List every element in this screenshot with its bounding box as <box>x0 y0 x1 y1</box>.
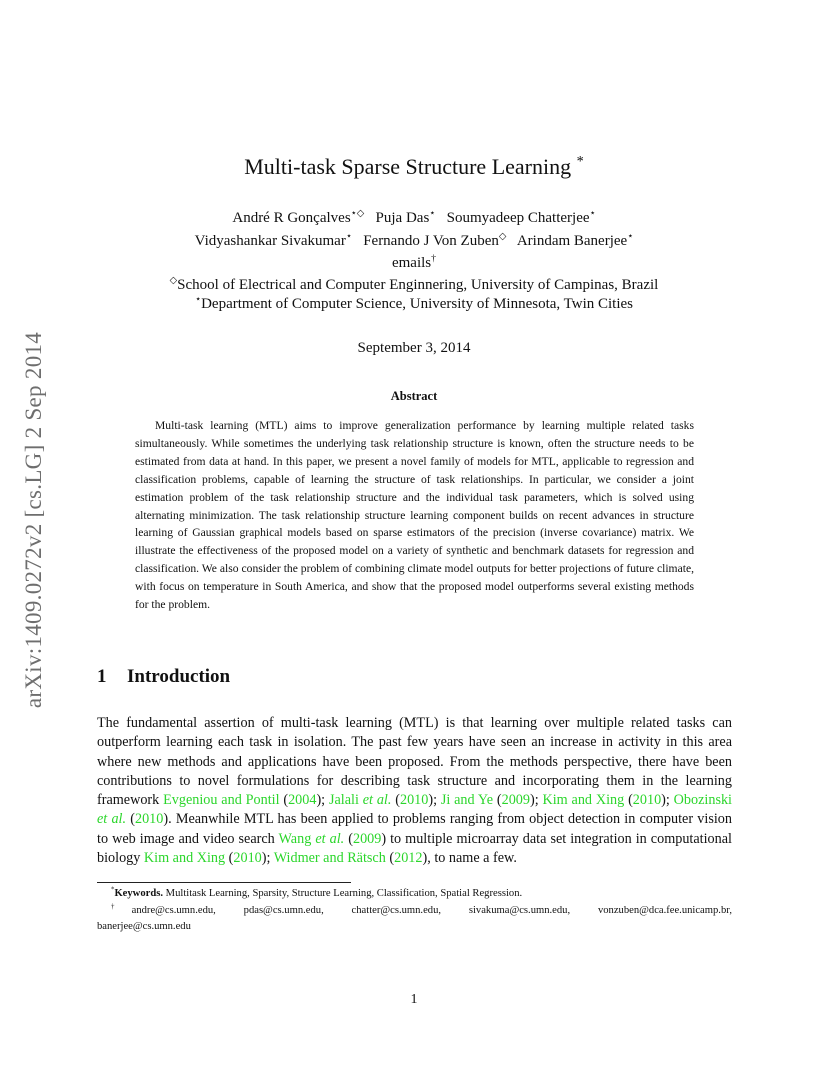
footnote-mark: † <box>111 902 132 910</box>
author-affil-mark: ⋆ <box>589 208 596 219</box>
citation-link[interactable]: Obozinski <box>673 792 732 809</box>
footnote-keywords <box>97 886 732 903</box>
introduction-paragraph: The fundamental assertion of multi-task learning (MTL) is that learning over multiple related tasks can outperform learning each task in isolation. The past few years have seen an increase in activity in this area where new methods and applications have been proposed. From the methods perspective, there have been contributions to novel formulations for describing task structure and incorporating them in the learning framework Evgeniou and Pontil (2004); Jalali et al. (2010); Ji and Ye (2009); Kim and Xing (2010); Obozinski et al. (2010). Meanwhile MTL has been applied to problems ranging from object detection in computer vision to web image and video search Wang et al. (2009) to multiple microarray data set integration in computational biology Kim and Xing (2010); Widmer and Rätsch (2012), to name a few. <box>97 715 732 867</box>
citation-etal-link[interactable]: et al. <box>97 811 127 828</box>
abstract-heading: Abstract <box>390 389 438 403</box>
author-affil-mark: ⋆◇ <box>350 208 365 219</box>
footnote-emails <box>97 903 732 936</box>
intro-text: , to name a few. <box>427 850 517 867</box>
citation-year-link[interactable]: 2010 <box>233 850 262 867</box>
author-name: Fernando J Von Zuben <box>363 233 499 249</box>
footnote-emails-text: andre@cs.umn.edu, pdas@cs.umn.edu, chatter@cs.umn.edu, sivakuma@cs.umn.edu, vonzuben@dca.fee.unicamp.br, banerjee@cs.umn.edu <box>97 904 732 932</box>
title-text: Multi-task Sparse Structure Learning <box>244 154 572 179</box>
citation-link[interactable]: Wang <box>278 830 312 847</box>
citation-year-link[interactable]: 2004 <box>288 792 317 809</box>
citation-link[interactable]: Kim and Xing <box>542 792 625 809</box>
citation-link[interactable]: Kim and Xing <box>143 850 226 867</box>
footnotes <box>97 886 732 936</box>
citation-year-link[interactable]: 2010 <box>632 792 662 809</box>
affiliation-text: Department of Computer Science, University of Minnesota, Twin Cities <box>201 296 634 312</box>
citation-link[interactable]: Jalali <box>328 792 359 809</box>
author-name: André R Gonçalves <box>232 210 351 226</box>
author-name: Arindam Banerjee <box>516 233 628 249</box>
author-line-2 <box>0 233 828 250</box>
citation-etal-link[interactable]: et al. <box>315 830 345 847</box>
affiliation-mark: ⋆ <box>194 294 202 305</box>
citation-link[interactable]: Evgeniou and Pontil <box>163 792 280 809</box>
citation-link[interactable]: Widmer and Rätsch <box>273 850 386 867</box>
affiliation-1 <box>0 277 828 294</box>
page-number: 1 <box>410 992 418 1007</box>
intro-text: The fundamental assertion of multi-task learning (MTL) is that learning over multiple related tasks can outperform learning each task in isolation. The past few years have seen an increase in activity in this area where new methods and applications have been proposed. From the methods perspective, there have been contributions to novel formulations for describing task structure and incorporating them in the learning framework <box>97 715 732 809</box>
abstract-body: Multi-task learning (MTL) aims to improve generalization performance by learning multiple related tasks simultaneously. While sometimes the underlying task relationship structure is known, often the structure needs to be estimated from data at hand. In this paper, we present a novel family of models for MTL, applicable to regression and classification problems, capable of learning the structure of task relationships. In particular, we consider a joint estimation problem of the task relationship structure and the individual task parameters, which is solved using alternating minimization. The task relationship structure learning component builds on recent advances in structure learning of Gaussian graphical models based on sparse estimators of the precision (inverse covariance) matrix. We illustrate the effectiveness of the proposed model on a variety of synthetic and benchmark datasets for regression and classification. We also consider the problem of combining climate model outputs for better projections of future climate, with focus on temperature in South America, and show that the proposed model outperforms several existing methods for the problem. <box>135 419 694 612</box>
citation-etal-link[interactable]: et al. <box>362 792 392 809</box>
affiliation-mark: ◇ <box>169 275 178 286</box>
section-title: Introduction <box>127 666 231 687</box>
citation-year-link[interactable]: 2009 <box>501 792 530 809</box>
author-affil-mark: ⋆ <box>345 231 352 242</box>
paper-date: September 3, 2014 <box>357 340 471 356</box>
footnote-keywords-text: Multitask Learning, Sparsity, Structure Learning, Classification, Spatial Regression. <box>165 888 523 899</box>
emails-footnote-mark: † <box>431 253 437 264</box>
author-name: Vidyashankar Sivakumar <box>194 233 346 249</box>
citation-year-link[interactable]: 2010 <box>399 792 429 809</box>
citation-year-link[interactable]: 2012 <box>394 850 423 867</box>
author-affil-mark: ◇ <box>498 231 507 242</box>
footnote-keywords-label: Keywords. <box>114 888 163 899</box>
footnote-mark: * <box>111 886 115 894</box>
author-name: Soumyadeep Chatterjee <box>446 210 590 226</box>
section-number: 1 <box>97 666 107 687</box>
title-footnote-mark: * <box>576 153 584 170</box>
footnote-divider <box>97 882 351 883</box>
author-name: Puja Das <box>375 210 430 226</box>
author-line-1 <box>0 210 828 227</box>
paper-title <box>0 154 828 180</box>
citation-year-link[interactable]: 2009 <box>352 830 382 847</box>
affiliation-2 <box>0 296 828 313</box>
author-affil-mark: ⋆ <box>429 208 436 219</box>
section-heading <box>97 666 230 688</box>
intro-text: . Meanwhile MTL has been applied to problems ranging from object detection in computer vision to web image and video search <box>97 811 732 847</box>
emails-line <box>0 255 828 272</box>
author-affil-mark: ⋆ <box>627 231 634 242</box>
citation-link[interactable]: Ji and Ye <box>440 792 494 809</box>
emails-label: emails <box>391 255 432 271</box>
arxiv-identifier-stamp: arXiv:1409.0272v2 [cs.LG] 2 Sep 2014 <box>21 331 46 709</box>
intro-text: to multiple microarray data set integration in computational biology <box>97 830 732 867</box>
affiliation-text: School of Electrical and Computer Enginnering, University of Campinas, Brazil <box>177 277 659 293</box>
citation-year-link[interactable]: 2010 <box>134 811 164 828</box>
